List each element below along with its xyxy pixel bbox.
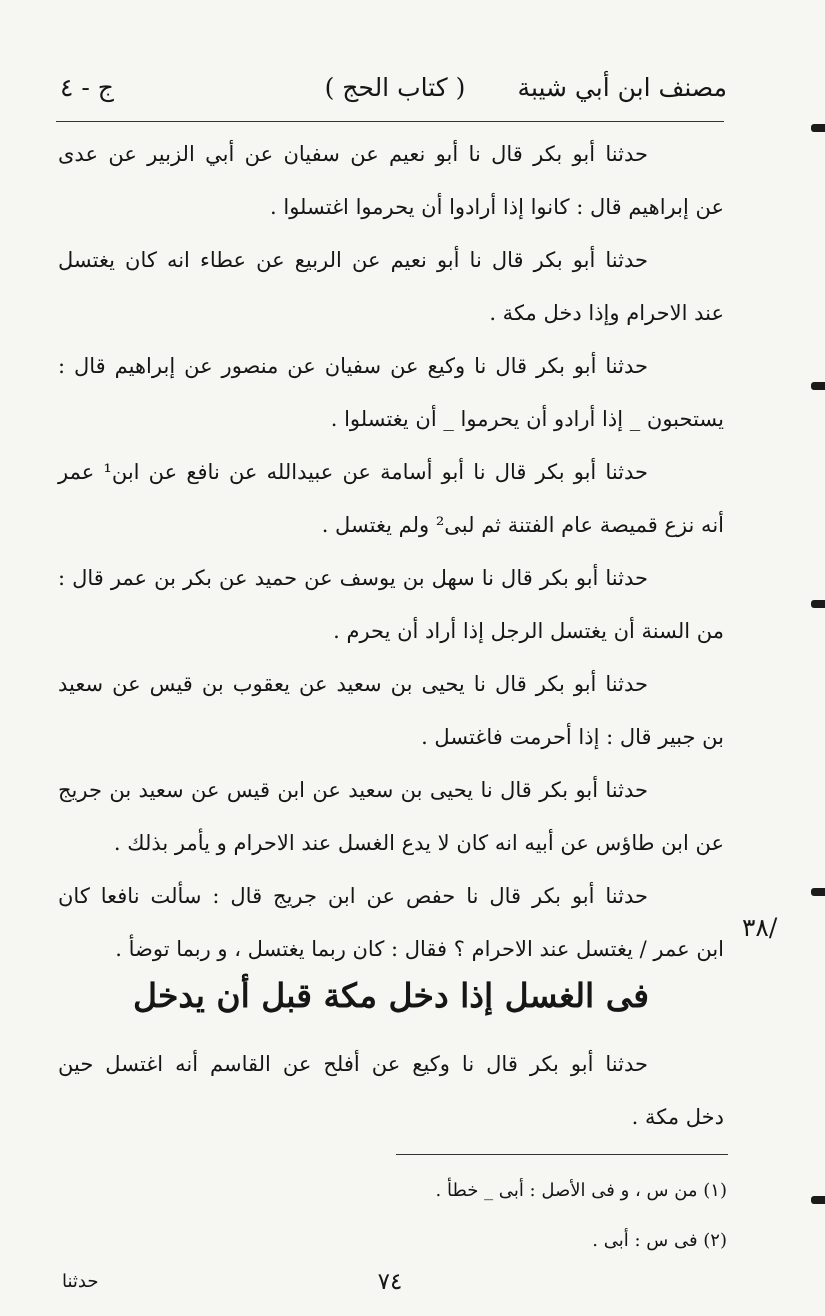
footnote: (٢) فى س : أبى . bbox=[592, 1230, 727, 1251]
text-line: حدثنا أبو بكر قال نا أبو نعيم عن الربيع عن عطاء انه كان يغتسل bbox=[58, 248, 648, 272]
section-text bbox=[58, 1038, 724, 1144]
text-line: حدثنا أبو بكر قال نا سهل بن يوسف عن حميد عن بكر بن عمر قال : bbox=[58, 566, 648, 590]
text-line: حدثنا أبو بكر قال نا أبو نعيم عن سفيان عن أبي الزبير عن عدى bbox=[58, 142, 648, 166]
header-rule bbox=[56, 121, 724, 122]
running-header-book-title: مصنف ابن أبي شيبة bbox=[517, 73, 727, 102]
scan-smudge bbox=[811, 600, 825, 608]
text-line: دخل مكة . bbox=[631, 1105, 724, 1129]
scan-smudge bbox=[811, 888, 825, 896]
scan-smudge bbox=[811, 1196, 825, 1204]
text-line: يستحبون _ إذا أرادو أن يحرموا _ أن يغتسلوا . bbox=[330, 407, 724, 431]
manuscript-folio-mark: /٣٨ bbox=[742, 913, 778, 942]
text-line: حدثنا أبو بكر قال نا وكيع عن أفلح عن القاسم أنه اغتسل حين bbox=[58, 1052, 648, 1076]
scan-smudge bbox=[811, 124, 825, 132]
text-line: حدثنا أبو بكر قال نا وكيع عن سفيان عن منصور عن إبراهيم قال : bbox=[58, 354, 648, 378]
text-line: حدثنا أبو بكر قال نا يحيى بن سعيد عن ابن قيس عن سعيد بن جريج bbox=[58, 778, 648, 802]
text-line: عن إبراهيم قال : كانوا إذا أرادوا أن يحرموا اغتسلوا . bbox=[270, 195, 724, 219]
footnotes bbox=[436, 1166, 727, 1266]
page-number: ٧٤ bbox=[377, 1269, 403, 1295]
text-line: ابن عمر / يغتسل عند الاحرام ؟ فقال : كان ربما يغتسل ، و ربما توضأ . bbox=[115, 937, 724, 961]
text-line: من السنة أن يغتسل الرجل إذا أراد أن يحرم . bbox=[333, 619, 724, 643]
running-header-volume: ج - ٤ bbox=[60, 73, 114, 102]
text-line: حدثنا أبو بكر قال نا أبو أسامة عن عبيدالله عن نافع عن ابن¹ عمر bbox=[58, 460, 649, 484]
scan-smudge bbox=[811, 382, 825, 390]
text-line: أنه نزع قميصة عام الفتنة ثم لبى² ولم يغتسل . bbox=[321, 513, 724, 537]
main-text bbox=[58, 128, 724, 976]
text-line: عن ابن طاؤس عن أبيه انه كان لا يدع الغسل عند الاحرام و يأمر بذلك . bbox=[113, 831, 724, 855]
text-line: حدثنا أبو بكر قال نا يحيى بن سعيد عن يعقوب بن قيس عن سعيد bbox=[58, 672, 648, 696]
running-header-chapter: ( كتاب الحج ) bbox=[324, 73, 466, 102]
catchword: حدثنا bbox=[62, 1271, 99, 1292]
section-heading: فى الغسل إذا دخل مكة قبل أن يدخل bbox=[132, 976, 649, 1015]
text-line: حدثنا أبو بكر قال نا حفص عن ابن جريج قال : سألت نافعا كان bbox=[58, 884, 648, 908]
text-line: بن جبير قال : إذا أحرمت فاغتسل . bbox=[421, 725, 724, 749]
footnote-rule bbox=[396, 1154, 728, 1155]
text-line: عند الاحرام وإذا دخل مكة . bbox=[489, 301, 724, 325]
footnote: (١) من س ، و فى الأصل : أبى _ خطأ . bbox=[435, 1180, 727, 1201]
